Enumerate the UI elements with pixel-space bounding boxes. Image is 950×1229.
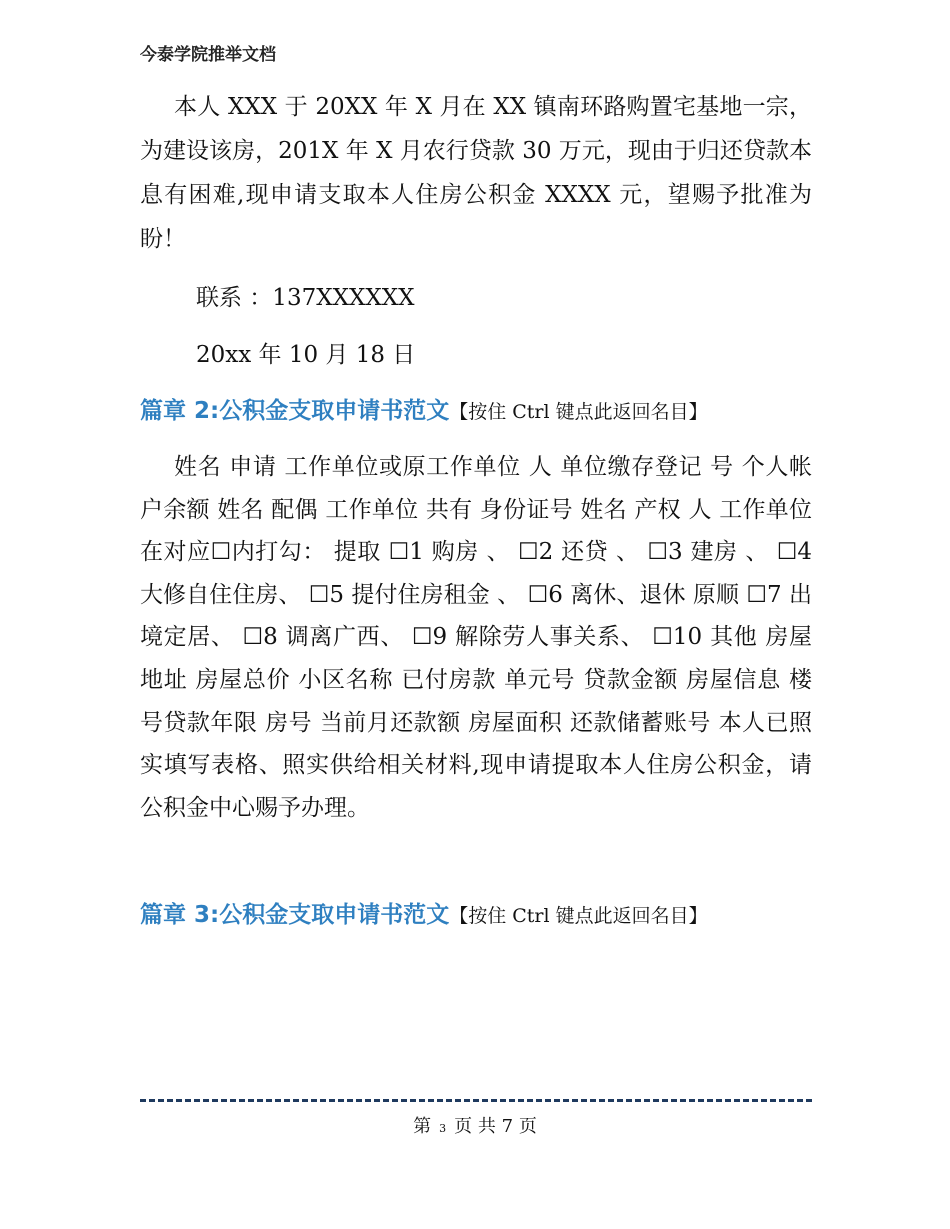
footer-divider [140, 1099, 812, 1102]
footer-prefix: 第 [413, 1116, 432, 1137]
chapter-3-heading[interactable] [140, 896, 708, 929]
application-paragraph: 本人 XXX 于 20XX 年 X 月在 XX 镇南环路购置宅基地一宗，为建设该房，201X 年 X 月农行贷款 30 万元，现由于归还贷款本息有困难,现申请支取本人住房公积金 XXXX 元，望赐予批准为盼！ [140, 94, 812, 252]
chapter-2-return-link[interactable]: 【按住 Ctrl 键点此返回名目】 [449, 401, 708, 423]
footer-suffix: 页 [518, 1116, 537, 1137]
footer-total-pages: 7 [501, 1116, 514, 1137]
date-line: 20xx 年 10 月 18 日 [196, 342, 416, 368]
chapter-2-heading[interactable] [140, 392, 708, 425]
form-fields-paragraph: 姓名 申请 工作单位或原工作单位 人 单位缴存登记 号 个人帐户余额 姓名 配偶 工作单位 共有 身份证号 姓名 产权 人 工作单位 在对应☐内打勾： 提取 ☐1 购房 、 ☐2 还贷 、 ☐3 建房 、 ☐4 大修自住住房、 ☐5 提付住房租金 、 ☐6 离休、退休 原顺 ☐7 出境定居、 ☐8 调离广西、 ☐9 解除劳人事关系、 ☐10 其他 房屋地址 房屋总价 小区名称 已付房款 单元号 贷款金额 房屋信息 楼号贷款年限 房号 当前月还款额 房屋面积 还款储蓄账号 本人已照实填写表格、照实供给相关材料,现申请提取本人住房公积金，请公积金中心赐予办理。 [140, 454, 812, 821]
chapter-3-return-link[interactable]: 【按住 Ctrl 键点此返回名目】 [449, 905, 708, 927]
document-header: 今泰学院推举文档 [140, 45, 276, 65]
chapter-2-title[interactable]: 篇章 2:公积金支取申请书范文 [140, 398, 450, 424]
footer-page-number: 3 [439, 1122, 447, 1135]
contact-line: 联系 ：137XXXXXX [196, 285, 415, 311]
page-footer [0, 1112, 950, 1138]
chapter-3-title[interactable]: 篇章 3:公积金支取申请书范文 [140, 902, 450, 928]
footer-middle: 页 共 [454, 1116, 496, 1137]
